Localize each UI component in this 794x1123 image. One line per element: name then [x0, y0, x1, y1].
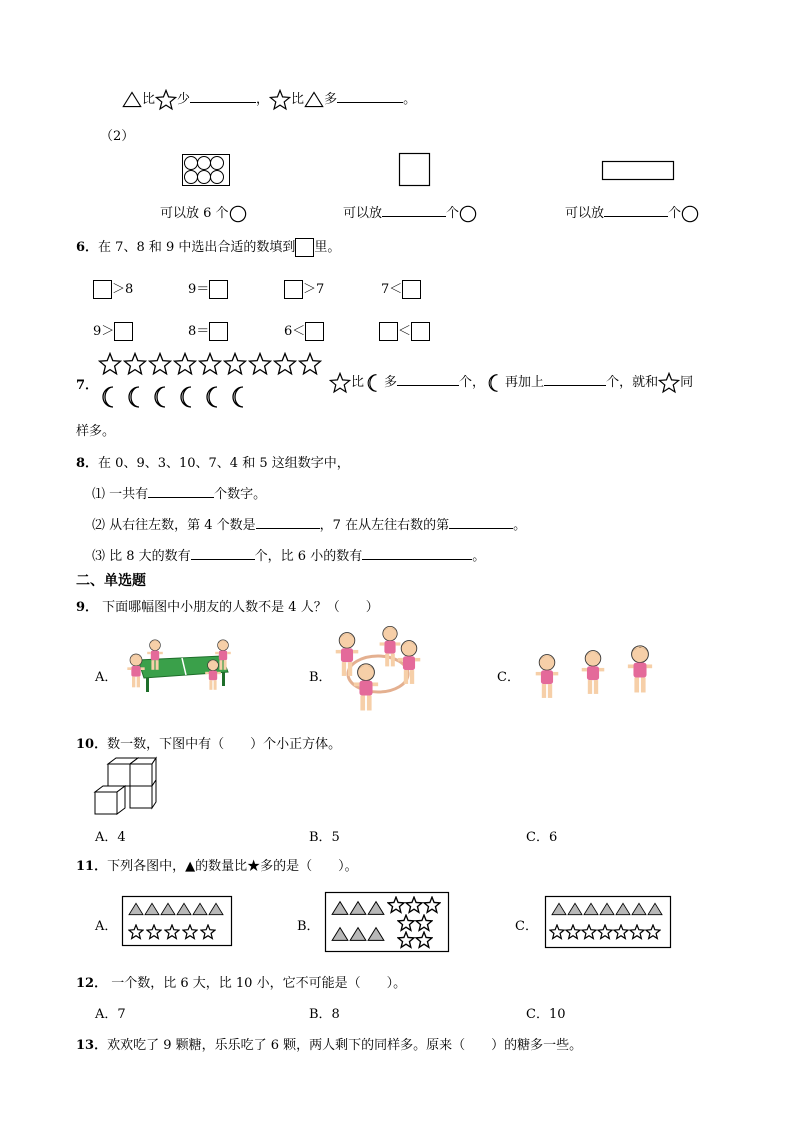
text: 可以放: [343, 206, 383, 221]
text: ⑶ 比 8 大的数有: [92, 549, 191, 564]
text: 9＞: [93, 324, 115, 339]
question-number: 7．: [76, 378, 99, 393]
text: 8＝: [188, 324, 210, 339]
question-text: 下面哪幅图中小朋友的人数不是 4 人？（ ）: [98, 600, 379, 615]
text: 多: [384, 375, 398, 390]
answer-box[interactable]: [411, 322, 430, 341]
answer-blank[interactable]: [604, 203, 668, 217]
star-icon: [329, 372, 351, 394]
option-c[interactable]: C．: [497, 670, 520, 685]
triangle-icon: [122, 91, 142, 108]
text: 个，比 6 小的数有: [254, 549, 363, 564]
moon-icon: [485, 372, 505, 394]
answer-blank[interactable]: [337, 89, 403, 103]
text: 比: [291, 92, 305, 107]
q6-item: [93, 278, 133, 299]
answer-blank[interactable]: [190, 89, 256, 103]
option-a[interactable]: A．: [95, 670, 118, 685]
option-a[interactable]: A．: [95, 919, 118, 934]
answer-box[interactable]: [209, 322, 228, 341]
answer-blank[interactable]: [449, 515, 513, 529]
text: 个: [668, 206, 682, 221]
text: 个数字。: [214, 487, 267, 502]
text: 个，就和: [606, 375, 659, 390]
text: 个: [446, 206, 460, 221]
text: 可以放: [565, 206, 605, 221]
question-text: 下列各图中，▲的数量比★多的是（ ）。: [107, 859, 358, 874]
star-icon: [658, 372, 680, 394]
triangle-icon: [304, 91, 324, 108]
option-c[interactable]: C．10: [526, 1007, 566, 1022]
option-a-figure: [122, 896, 232, 946]
q5-caption-3: [565, 202, 699, 223]
q6-item: [379, 320, 430, 341]
text: 比: [142, 92, 156, 107]
option-c[interactable]: C．6: [526, 830, 558, 845]
square-figure: [399, 153, 430, 186]
option-b[interactable]: B．5: [309, 830, 340, 845]
option-c[interactable]: C．: [515, 919, 538, 934]
q8-sub3: [92, 545, 485, 564]
question-text: 在 0、9、3、10、7、4 和 5 这组数字中，: [98, 456, 350, 471]
answer-blank[interactable]: [544, 372, 606, 386]
q5-line1: [122, 88, 416, 111]
text: 多: [324, 92, 338, 107]
answer-box[interactable]: [209, 280, 228, 299]
star-icon: [269, 89, 291, 111]
answer-blank[interactable]: [382, 203, 446, 217]
question-number: 11．: [76, 859, 108, 874]
text: 比: [351, 375, 365, 390]
option-a[interactable]: A．7: [95, 1007, 126, 1022]
answer-box[interactable]: [93, 280, 112, 299]
q6-item: [188, 320, 228, 341]
option-b[interactable]: B．: [309, 670, 332, 685]
circle-icon: [459, 205, 477, 223]
answer-blank[interactable]: [256, 515, 320, 529]
question-text: 在 7、8 和 9 中选出合适的数填到: [98, 240, 296, 255]
text: 里。: [314, 240, 341, 255]
question-text: 数一数，下图中有（ ）个小正方体。: [107, 737, 342, 752]
answer-box[interactable]: [379, 322, 398, 341]
text: 。: [472, 549, 486, 564]
q12-stem: [76, 972, 406, 991]
text: 再加上: [505, 375, 545, 390]
q13-stem: [76, 1034, 582, 1053]
answer-blank[interactable]: [362, 546, 472, 560]
text: ＞8: [112, 282, 134, 297]
option-a[interactable]: A．4: [95, 830, 126, 845]
option-b-figure: [325, 892, 449, 952]
text: 个，: [459, 375, 486, 390]
rect-with-circles-figure: [182, 154, 230, 186]
question-text: 欢欢吃了 9 颗糖，乐乐吃了 6 颗，两人剩下的同样多。原来（ ）的糖多一些。: [107, 1038, 583, 1053]
q6-item: [284, 278, 324, 299]
answer-box[interactable]: [305, 322, 324, 341]
text: ⑴ 一共有: [92, 487, 149, 502]
text: ＞7: [303, 282, 325, 297]
long-rectangle-figure: [602, 161, 674, 180]
text: 样多。: [76, 424, 116, 439]
q6-item: [93, 320, 133, 341]
section-heading: 二、单选题: [76, 573, 146, 589]
question-number: 12．: [76, 976, 108, 991]
q8-sub1: [92, 483, 266, 502]
text: ＜: [398, 324, 412, 339]
answer-box[interactable]: [284, 280, 303, 299]
q5-part2-label: （2）: [100, 129, 135, 144]
text: 。: [403, 92, 417, 107]
question-number: 9．: [76, 600, 99, 615]
answer-blank[interactable]: [397, 372, 459, 386]
ping-pong-kids-image: [124, 638, 236, 694]
text: 7＜: [381, 282, 403, 297]
text: 少: [177, 92, 191, 107]
q8-sub2: [92, 514, 526, 533]
question-text: 一个数，比 6 大，比 10 小，它不可能是（ ）。: [107, 976, 407, 991]
text: ⑵ 从右往左数，第 4 个数是: [92, 518, 256, 533]
question-number: 6．: [76, 240, 99, 255]
q9-stem: [76, 596, 379, 615]
q6-item: [381, 278, 421, 299]
answer-blank[interactable]: [191, 546, 255, 560]
q8-stem: [76, 452, 350, 471]
option-c-figure: [545, 896, 671, 948]
text: 同: [680, 375, 694, 390]
text: 9＝: [188, 282, 210, 297]
question-number: 13．: [76, 1038, 108, 1053]
q5-caption-2: [343, 202, 477, 223]
text: ，: [256, 92, 270, 107]
q7-text: [329, 371, 693, 394]
answer-box[interactable]: [114, 322, 133, 341]
text: ，7 在从左往右数的第: [319, 518, 450, 533]
circle-icon: [229, 205, 247, 223]
stars-row: [98, 352, 328, 376]
moon-icon: [364, 372, 384, 394]
q5-caption-1: [160, 202, 247, 223]
cubes-figure: [94, 757, 158, 815]
question-number: 8．: [76, 456, 99, 471]
text: 6＜: [284, 324, 306, 339]
circle-icon: [681, 205, 699, 223]
three-kids-image: [530, 642, 660, 704]
answer-box: [295, 238, 314, 257]
option-b[interactable]: B．: [297, 919, 320, 934]
circle-dance-kids-image: [330, 624, 426, 720]
question-number: 10．: [76, 737, 108, 752]
option-b[interactable]: B．8: [309, 1007, 340, 1022]
text: 可以放 6 个: [160, 206, 229, 221]
q6-stem: [76, 236, 340, 257]
q6-item: [188, 278, 228, 299]
q10-stem: [76, 733, 341, 752]
text: 。: [513, 518, 527, 533]
answer-blank[interactable]: [148, 484, 214, 498]
answer-box[interactable]: [402, 280, 421, 299]
moons-row: [98, 385, 258, 411]
q11-stem: [76, 855, 358, 874]
star-icon: [155, 89, 177, 111]
q6-item: [284, 320, 324, 341]
